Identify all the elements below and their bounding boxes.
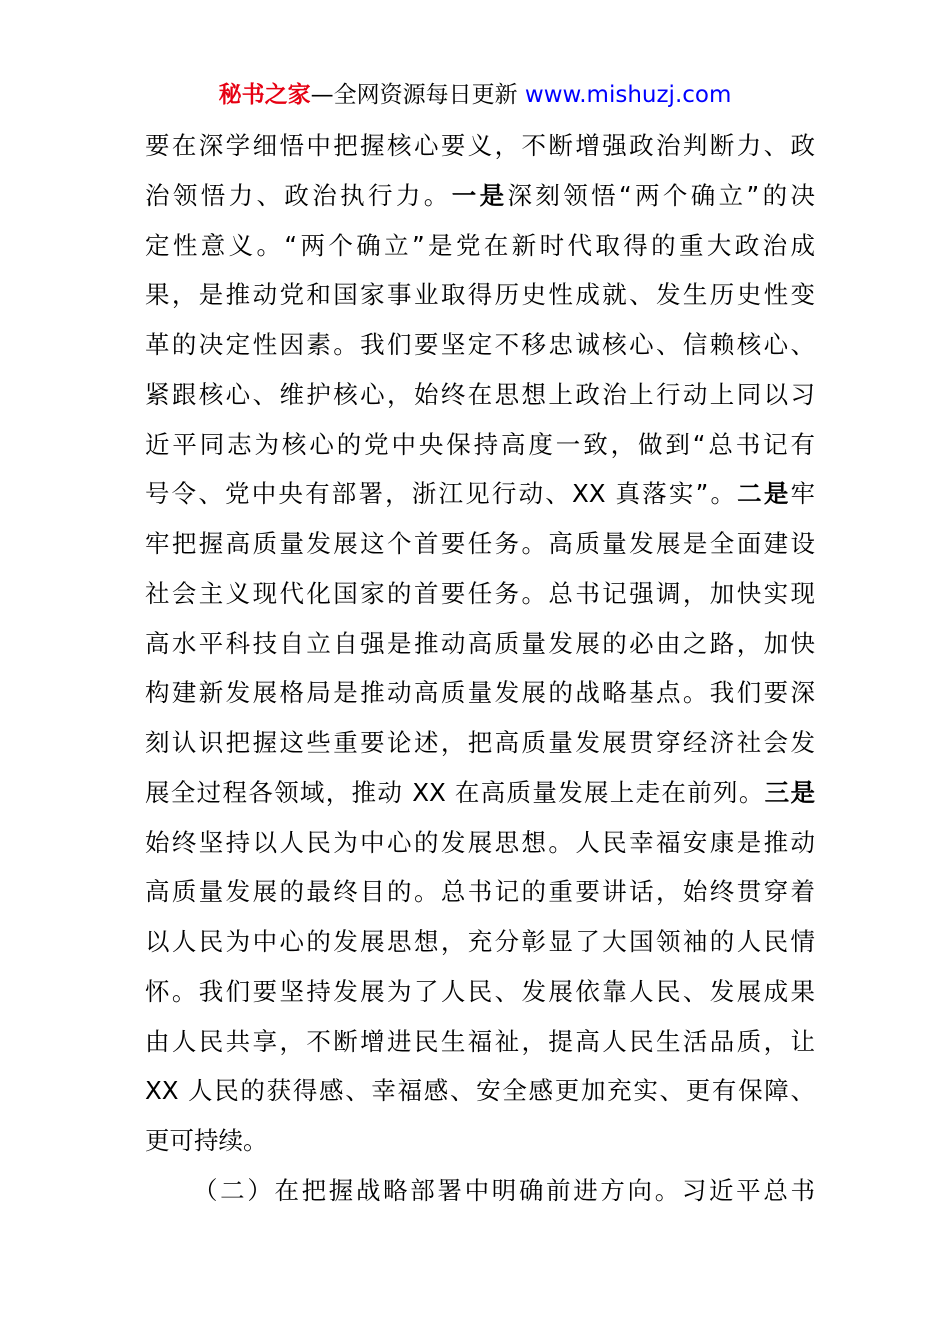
text-line [145, 773, 815, 813]
bold-marker: 三是 [764, 777, 815, 807]
text-run: 牢把握高质量发展这个首要任务。高质量发展是全面建设 [145, 529, 815, 558]
site-brand: 秘书之家 [218, 82, 311, 108]
text-run: 要在深学细悟中把握核心要义，不断增强政治判断力、政 [145, 131, 815, 160]
text-line [145, 474, 815, 514]
text-run: 社会主义现代化国家的首要任务。总书记强调，加快实现 [145, 578, 815, 608]
text-line [145, 1121, 815, 1161]
bold-marker: 二是 [737, 479, 791, 509]
text-line [145, 922, 815, 962]
text-line [145, 126, 815, 166]
text-run: 始终坚持以人民为中心的发展思想。人民幸福安康是推动 [145, 827, 815, 857]
site-header [0, 78, 950, 112]
text-line [145, 325, 815, 365]
text-line [145, 1022, 815, 1062]
text-run: 紧跟核心、维护核心，始终在思想上政治上行动上同以习 [145, 379, 815, 409]
text-run: 牢 [790, 479, 816, 509]
site-tagline: —全网资源每日更新 [310, 82, 518, 108]
text-run: 刻认识把握这些重要论述，把高质量发展贯穿经济社会发 [145, 728, 815, 757]
text-line [145, 574, 815, 614]
text-run: 由人民共享，不断增进民生福祉，提高人民生活品质，让 [145, 1026, 815, 1056]
text-run: 高质量发展的最终目的。总书记的重要讲话，始终贯穿着 [145, 877, 815, 907]
text-line [145, 624, 815, 664]
text-run: （二）在把握战略部署中明确前进方向。习近平总书 [193, 1175, 815, 1205]
text-line [145, 176, 815, 216]
site-url-link[interactable]: www.mishuzj.com [524, 82, 732, 108]
text-line [145, 425, 815, 465]
text-run: 果，是推动党和国家事业取得历史性成就、发生历史性变 [145, 280, 815, 310]
text-line [145, 226, 815, 266]
text-run: 革的决定性因素。我们要坚定不移忠诚核心、信赖核心、 [145, 330, 815, 359]
text-line [145, 524, 815, 564]
text-line [145, 872, 815, 912]
text-run: 以人民为中心的发展思想，充分彰显了大国领袖的人民情 [145, 927, 815, 956]
text-line [145, 375, 815, 415]
text-run: 治领悟力、政治执行力。 [145, 180, 452, 210]
text-run: 深刻领悟“两个确立”的决 [507, 180, 816, 210]
text-line [193, 1171, 815, 1211]
text-run: 号令、党中央有部署，浙江见行动、XX 真落实”。 [145, 479, 738, 509]
text-run: 怀。我们要坚持发展为了人民、发展依靠人民、发展成果 [145, 976, 815, 1006]
text-line [145, 823, 815, 863]
text-run: 高水平科技自立自强是推动高质量发展的必由之路，加快 [145, 628, 815, 658]
text-run: 构建新发展格局是推动高质量发展的战略基点。我们要深 [145, 678, 815, 708]
text-run: XX 人民的获得感、幸福感、安全感更加充实、更有保障、 [145, 1076, 815, 1106]
bold-marker: 一是 [451, 180, 508, 210]
text-line [145, 673, 815, 713]
text-run: 近平同志为核心的党中央保持高度一致，做到“总书记有 [145, 429, 815, 459]
text-line [145, 1071, 815, 1111]
text-line [145, 723, 815, 763]
text-run: 更可持续。 [145, 1126, 268, 1155]
text-run: 展全过程各领域，推动 XX 在高质量发展上走在前列。 [145, 777, 765, 807]
text-run: 定性意义。“两个确立”是党在新时代取得的重大政治成 [145, 230, 815, 260]
text-line [145, 972, 815, 1012]
text-line [145, 275, 815, 315]
